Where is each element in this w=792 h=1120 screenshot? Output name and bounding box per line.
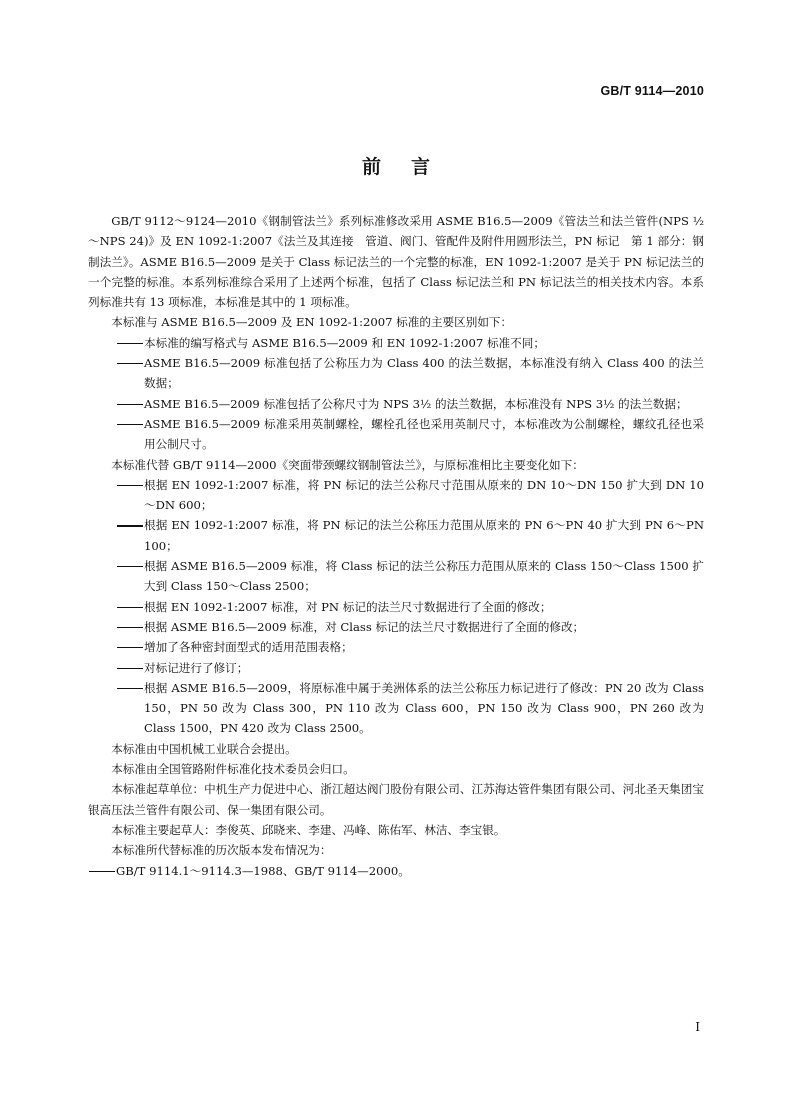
list-item: 根据 ASME B16.5—2009，将原标准中属于美洲体系的法兰公称压力标记进行了修改：PN 20 改为 Class 150，PN 50 改为 Class 300，PN 110 改为 Class 600，PN 150 改为 Class 900，PN 260 改为 Class 1500，PN 420 改为 Class 2500。 xyxy=(88,678,704,739)
changes-list xyxy=(88,475,704,739)
history-list xyxy=(88,861,704,881)
differences-intro: 本标准与 ASME B16.5—2009 及 EN 1092-1:2007 标准的主要区别如下： xyxy=(111,315,513,330)
intro-paragraph: GB/T 9112～9124—2010《钢制管法兰》系列标准修改采用 ASME B16.5—2009《管法兰和法兰管件(NPS ½～NPS 24)》及 EN 1092-1:2007《法兰及其连接 管道、阀门、管配件及附件用圆形法兰，PN 标记 第 1 部分：钢制法兰》。ASME B16.5—2009 是关于 Class 标记法兰的一个完整的标准，EN 1092-1:2007 是关于 PN 标记法兰的一个完整的标准。本系列标准综合采用了上述两个标准，包括了 Class 标记法兰和 PN 标记法兰的相关技术内容。本系列标准共有 13 项标准，本标准是其中的 1 项标准。 xyxy=(88,214,704,310)
drafting-units: 本标准起草单位：中机生产力促进中心、浙江超达阀门股份有限公司、江苏海达管件集团有限公司、河北圣天集团宝银高压法兰管件有限公司、保一集团有限公司。 xyxy=(88,782,704,817)
dash-marker xyxy=(116,617,144,637)
list-item: 增加了各种密封面型式的适用范围表格； xyxy=(88,637,704,657)
changes-intro: 本标准代替 GB/T 9114—2000《突面带颈螺纹钢制管法兰》，与原标准相比主要变化如下： xyxy=(111,457,584,472)
list-item: 对标记进行了修订； xyxy=(88,658,704,678)
list-item: 根据 ASME B16.5—2009 标准，将 Class 标记的法兰公称压力范围从原来的 Class 150～Class 1500 扩大到 Class 150～Class 2500； xyxy=(88,556,704,597)
dash-marker xyxy=(116,475,144,495)
dash-marker xyxy=(116,333,144,353)
standard-code: GB/T 9114—2010 xyxy=(600,84,704,98)
list-item: 根据 EN 1092-1:2007 标准，对 PN 标记的法兰尺寸数据进行了全面的修改； xyxy=(88,597,704,617)
proposed-by: 本标准由中国机械工业联合会提出。 xyxy=(111,741,297,756)
page-title: 前言 xyxy=(361,156,460,178)
list-item: 本标准的编写格式与 ASME B16.5—2009 和 EN 1092-1:2007 标准不同； xyxy=(88,333,704,353)
list-item: 根据 ASME B16.5—2009 标准，对 Class 标记的法兰尺寸数据进行了全面的修改； xyxy=(88,617,704,637)
dash-marker xyxy=(116,394,144,414)
list-item: ASME B16.5—2009 标准包括了公称压力为 Class 400 的法兰数据，本标准没有纳入 Class 400 的法兰数据； xyxy=(88,353,704,394)
dash-marker xyxy=(116,597,144,617)
dash-marker xyxy=(116,556,144,576)
list-item: 根据 EN 1092-1:2007 标准，将 PN 标记的法兰公称尺寸范围从原来的 DN 10～DN 150 扩大到 DN 10～DN 600； xyxy=(88,475,704,516)
list-item: GB/T 9114.1～9114.3—1988、GB/T 9114—2000。 xyxy=(88,861,704,881)
drafters: 本标准主要起草人：李俊英、邱晓来、李建、冯峰、陈佑军、林洁、李宝银。 xyxy=(111,822,506,837)
dash-marker xyxy=(116,353,144,373)
dash-marker xyxy=(116,637,144,657)
dash-marker xyxy=(116,658,144,678)
list-item: ASME B16.5—2009 标准采用英制螺栓，螺栓孔径也采用英制尺寸，本标准改为公制螺栓，螺纹孔径也采用公制尺寸。 xyxy=(88,414,704,455)
foreword-body xyxy=(88,211,704,881)
dash-marker xyxy=(88,861,116,881)
history-intro: 本标准所代替标准的历次版本发布情况为： xyxy=(111,843,332,858)
dash-marker xyxy=(116,678,144,698)
dash-marker xyxy=(116,414,144,434)
list-item: ASME B16.5—2009 标准包括了公称尺寸为 NPS 3½ 的法兰数据，本标准没有 NPS 3½ 的法兰数据； xyxy=(88,394,704,414)
list-item: 根据 EN 1092-1:2007 标准，将 PN 标记的法兰公称压力范围从原来的 PN 6～PN 40 扩大到 PN 6～PN 100； xyxy=(88,515,704,556)
differences-list xyxy=(88,333,704,455)
managed-by: 本标准由全国管路附件标准化技术委员会归口。 xyxy=(111,762,355,777)
page-number: I xyxy=(695,1020,700,1034)
dash-marker xyxy=(116,515,144,535)
